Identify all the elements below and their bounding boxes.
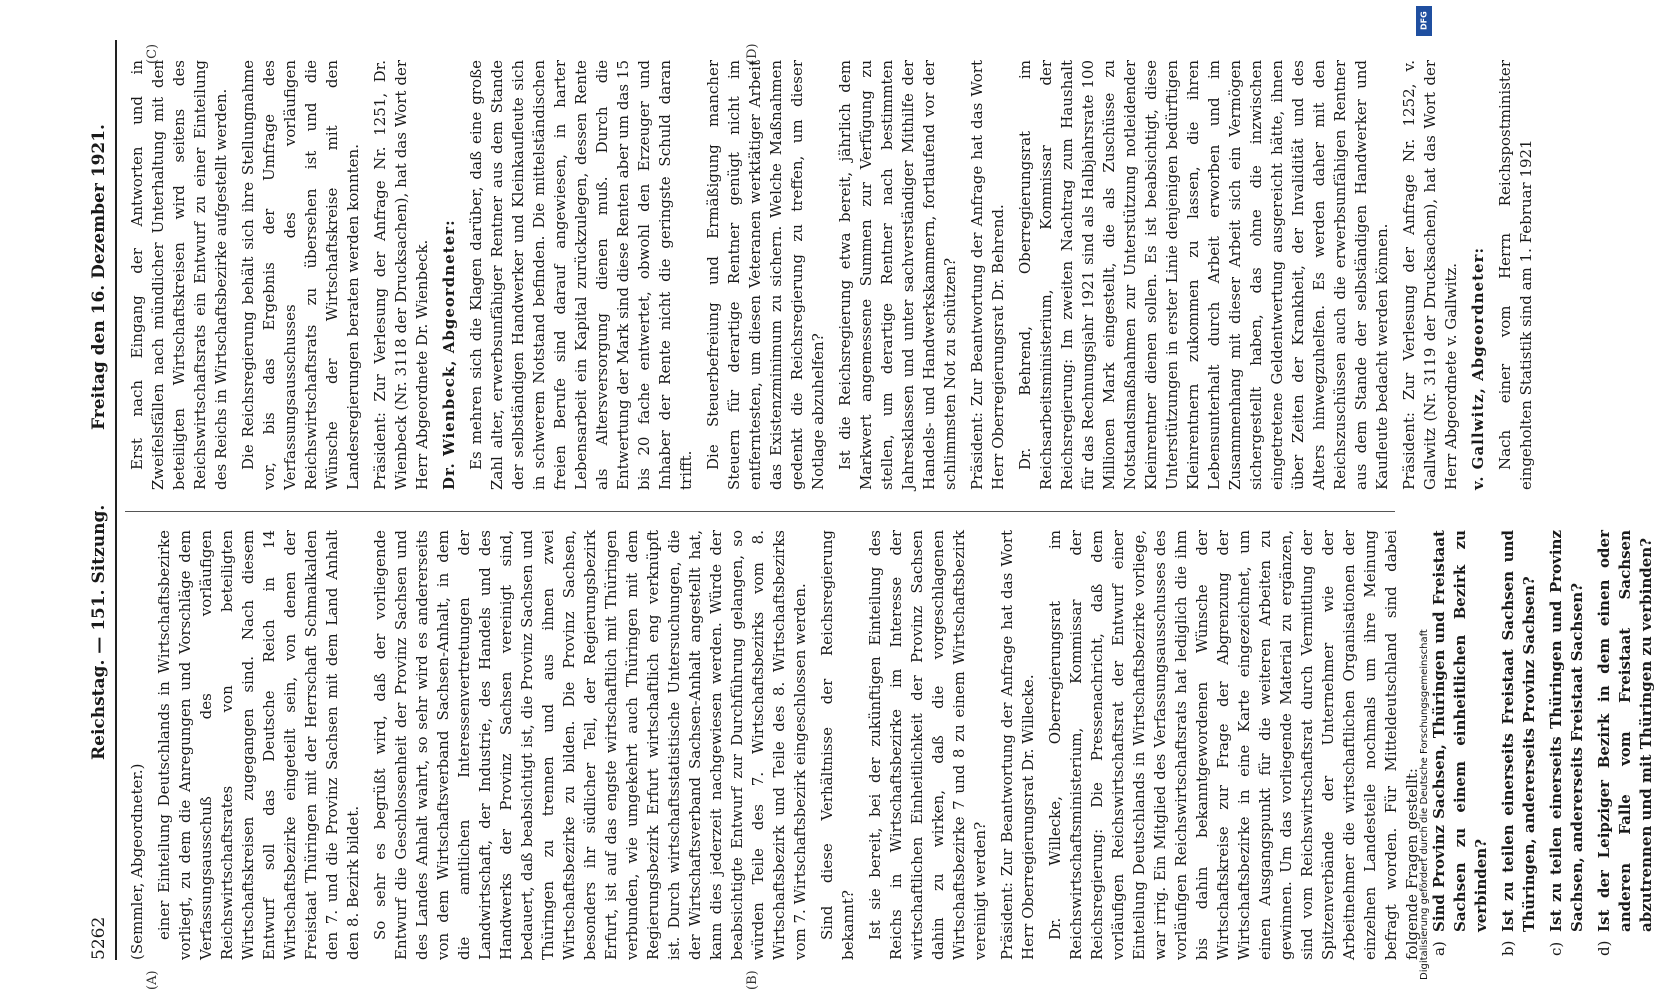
president-statement: Präsident: Zur Verlesung der Anfrage Nr. 1252, v. Gallwitz (Nr. 3119 der Drucksachen), hat das Wort der Herr Abgeordnete v. Gallwitz. — [1400, 60, 1460, 490]
paragraph: So sehr es begrüßt wird, daß der vorliegende Entwurf die Geschlossenheit der Provinz Sachsen und des Landes Anhalt wahrt, so sehr wird es andererseits von dem Wirtschaftsverband Sachsen-Anhalt, in dem die amtlichen Interessenvertretungen der Landwirtschaft, der Industrie, des Handels und des Handwerks der Provinz Sachsen vereinigt sind, bedauert, daß beabsichtigt ist, die Provinz Sachsen und Thüringen zu trennen und aus ihnen zwei Wirtschaftsbezirke zu bilden. Die Provinz Sachsen, besonders ihr südlicher Teil, der Regierungsbezirk Erfurt, ist auf das engste wirtschaftlich mit Thüringen verbunden, wie umgekehrt auch Thüringen mit dem Regierungsbezirk Erfurt wirtschaftlich eng verknüpft ist. Durch wirtschaftsstatistische Untersuchungen, die der Wirtschaftsverband Sachsen-Anhalt angestellt hat, kann dies jederzeit nachgewiesen werden. Würde der beabsichtigte Entwurf zur Durchführung gelangen, so würden Teile des 7. Wirtschaftsbezirks vom 8. Wirtschaftsbezirk und Teile des 8. Wirtschaftsbezirks vom 7. Wirtschaftsbezirk eingeschlossen werden. — [371, 530, 809, 960]
speaker-name: Dr. Wienbeck, Abgeordneter: — [440, 219, 458, 490]
list-item-text: Ist zu teilen einerseits Thüringen und Provinz Sachsen, andererseits Freistaat Sachsen? — [1547, 530, 1586, 932]
paragraph: Erst nach Eingang der Antworten und in Zweifelsfällen nach mündlicher Unterhaltung mit den beteiligten Wirtschaftskreisen wird seitens des Reichswirtschaftsrats ein Entwurf zu einer Einteilung des Reichs in Wirtschaftsbezirke aufgestellt werden. — [128, 60, 230, 490]
paragraph: Ist sie bereit, bei der zukünftigen Einteilung des Reichs in Wirtschaftsbezirke im Interesse der wirtschaftlichen Einheitlichkeit der Provinz Sachsen dahin zu wirken, daß die vorgeschlagenen Wirtschaftsbezirke 7 und 8 zu einem Wirtschaftsbezirk vereinigt werden? — [866, 530, 989, 960]
paragraph: Die Reichsregierung behält sich ihre Stellungnahme vor, bis das Ergebnis der Umfrage des Verfassungsausschusses des vorläufigen Reichswirtschaftsrats zu übersehen ist und die Wünsche der Wirtschaftskreise mit den Landesregierungen beraten werden konnten. — [239, 60, 362, 490]
paragraph: Nach einer vom Herrn Reichspostminister eingeholten Statistik sind am 1. Februar 1921 — [1496, 60, 1535, 490]
president-statement: Präsident: Zur Verlesung der Anfrage Nr. 1251, Dr. Wienbeck (Nr. 3118 der Drucksachen), hat das Wort der Herr Abgeordnete Dr. Wienbeck. — [371, 60, 431, 490]
paragraph: Ist die Reichsregierung etwa bereit, jährlich dem Markwert angemessene Summen zur Verfügung zu stellen, um derartige Rentner nach bestimmten Jahresklassen und unter sachverständiger Mithilfe der Handels- und Handwerkskammern, fortlaufend vor der schlimmsten Not zu schützen? — [836, 60, 959, 490]
column-divider — [125, 511, 1395, 512]
president-statement: Präsident: Zur Beantwortung der Anfrage hat das Wort Herr Oberregierungsrat Dr. Willecke. — [998, 530, 1037, 960]
list-item — [1429, 530, 1492, 960]
margin-mark-d: (D) — [745, 43, 760, 64]
paragraph: Sind diese Verhältnisse der Reichsregierung bekannt? — [818, 530, 857, 960]
list-item-label: d) — [1595, 940, 1613, 956]
page-number: 5262 — [89, 916, 109, 960]
paragraph: Die Steuerbefreiung und Ermäßigung mancher Steuern für derartige Rentner genügt nicht im entferntesten, um diesen Veteranen werktätiger Arbeit das Existenzminimum zu sichern. Welche Maßnahmen gedenkt die Reichsregierung zu treffen, um dieser Notlage abzuhelfen? — [704, 60, 827, 490]
right-column — [127, 60, 1535, 490]
list-item — [1546, 530, 1588, 960]
margin-mark-c: (C) — [145, 43, 160, 64]
digitization-notice — [1416, 40, 1434, 980]
digitization-notice-text: Digitalisierung gefördert durch die Deutsche Forschungsgemeinschaft — [1419, 629, 1430, 980]
list-item-label: b) — [1499, 940, 1517, 956]
paragraph: einer Einteilung Deutschlands in Wirtschaftsbezirke vorliegt, zu dem die Anregungen und Vorschläge dem Verfassungsausschuß des vorläufigen Reichswirtschaftsrates von beteiligten Wirtschaftskreisen zugegangen sind. Nach diesem Entwurf soll das Deutsche Reich in 14 Wirtschaftsbezirke eingeteilt sein, von denen der Freistaat Thüringen mit der Herrschaft Schmalkalden den 7. und die Provinz Sachsen mit dem Land Anhalt den 8. Bezirk bildet. — [155, 530, 362, 960]
header-rule — [115, 40, 117, 960]
margin-mark-a: (A) — [145, 970, 160, 990]
president-statement: Präsident: Zur Beantwortung der Anfrage hat das Wort Herr Oberregierungsrat Dr. Behrend. — [968, 60, 1007, 490]
paragraph: Es mehren sich die Klagen darüber, daß eine große Zahl alter, erwerbsunfähiger Rentner aus dem Stande der selbständigen Handwerker und Kleinkaufleute sich in schwerem Notstand befinden. Die mittelständischen freien Berufe sind darauf angewiesen, in harter Lebensarbeit ein Kapital zurückzulegen, dessen Rente als Altersversorgung dienen muß. Durch die Entwertung der Mark sind diese Renten aber um das 15 bis 20 fache entwertet, obwohl den Erzeuger und Inhaber der Rente nicht die geringste Schuld daran trifft. — [467, 60, 695, 490]
list-item-text: Sind Provinz Sachsen, Thüringen und Freistaat Sachsen zu einem einheitlichen Bezirk zu verbinden? — [1430, 530, 1490, 932]
session-title: Reichstag. — 151. Sitzung. — [89, 504, 109, 760]
list-item — [1498, 530, 1540, 960]
margin-mark-b: (B) — [745, 970, 760, 990]
paragraph: Dr. Behrend, Oberregierungsrat im Reichsarbeitsministerium, Kommissar der Reichsregierung: Im zweiten Nachtrag zum Haushalt für das Rechnungsjahr 1921 sind als Halbjahrsrate 100 Millionen Mark eingestellt, die als Zuschüsse zu Notstandsmaßnahmen zur Unterstützung notleidender Kleinrentner dienen sollen. Es ist beabsichtigt, diese Unterstützungen in erster Linie denjenigen bedürftigen Kleinrentnern zukommen zu lassen, die ihren Lebensunterhalt durch Arbeit erworben und im Zusammenhang mit dieser Arbeit sich ein Vermögen sichergestellt haben, das ohne die inzwischen eingetretene Geldentwertung ausgereicht hätte, ihnen über Zeiten der Krankheit, der Invalidität und des Alters hinwegzuhelfen. Es werden daher mit den Reichszuschüssen auch die erwerbsunfähigen Rentner aus dem Stande der selbständigen Handwerker und Kaufleute bedacht werden können. — [1016, 60, 1391, 490]
list-item-label: c) — [1547, 941, 1565, 956]
session-date: Freitag den 16. Dezember 1921. — [89, 124, 109, 430]
list-item — [1594, 530, 1657, 960]
list-item-label: a) — [1430, 941, 1448, 956]
page-header — [85, 40, 115, 960]
list-item-text: Ist der Leipziger Bezirk in dem einen oder anderen Falle vom Freistaat Sachsen abzutrennen und mit Thüringen zu verbinden? — [1595, 530, 1655, 932]
speaker-name: v. Gallwitz, Abgeordneter: — [1469, 247, 1487, 490]
paragraph: Dr. Willecke, Oberregierungsrat im Reichswirtschaftsministerium, Kommissar der Reichsregierung: Die Pressenachricht, daß dem vorläufigen Reichswirtschaftsrat der Entwurf einer Einteilung Deutschlands in Wirtschaftsbezirke vorliege, war irrig. Ein Mitglied des Verfassungsausschusses des vorläufigen Reichswirtschaftsrats hat lediglich die ihm bis dahin bekanntgewordenen Wünsche der Wirtschaftskreise zur Frage der Abgrenzung der Wirtschaftsbezirke in eine Karte eingezeichnet, um einen Ausgangspunkt für die weiteren Arbeiten zu gewinnen. Um das vorliegende Material zu ergänzen, sind vom Reichswirtschaftsrat durch Vermittlung der Spitzenverbände der Unternehmer wie der Arbeitnehmer die wirtschaftlichen Organisationen der einzelnen Landesteile nochmals um ihre Meinung befragt worden. Für Mitteldeutschland sind dabei folgende Fragen gestellt: — [1046, 530, 1421, 960]
dfg-logo: DFG — [1416, 6, 1432, 36]
speaker-continuation: (Semmler, Abgeordneter.) — [128, 763, 146, 960]
list-item-text: Ist zu teilen einerseits Freistaat Sachsen und Thüringen, andererseits Provinz Sachsen? — [1499, 530, 1538, 932]
question-list — [1429, 530, 1657, 960]
